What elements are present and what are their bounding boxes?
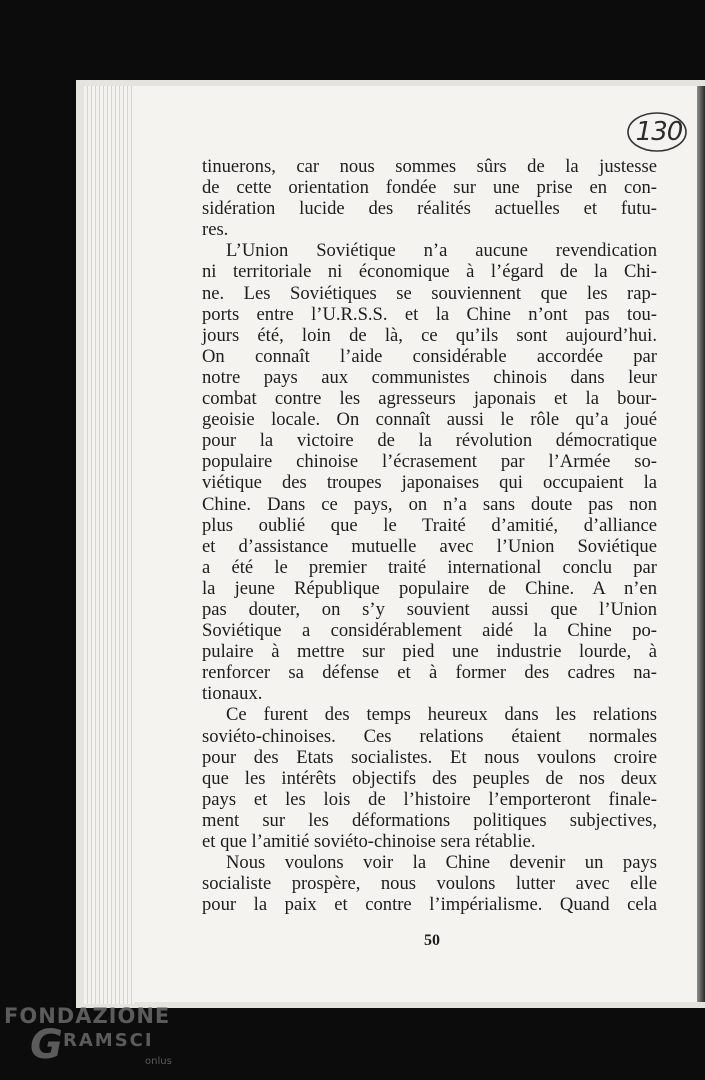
text-line: jours été, loin de là, ce qu’ils sont aujourd’hui. [202, 324, 657, 346]
text-line: pour des Etats socialistes. Et nous voulons croire [202, 746, 657, 768]
page-number: 50 [424, 932, 440, 949]
text-line: la jeune République populaire de Chine. A n’en [202, 577, 657, 599]
fondazione-gramsci-logo [0, 1004, 200, 1080]
text-line: tinuerons, car nous sommes sûrs de la justesse [202, 156, 657, 177]
text-line: notre pays aux communistes chinois dans leur [202, 366, 657, 388]
text-line: ni territoriale ni économique à l’égard de la Chi- [202, 261, 657, 283]
text-line: combat contre les agresseurs japonais et la bour- [202, 388, 657, 410]
text-line: et que l’amitié soviéto-chinoise sera rétablie. [202, 831, 536, 852]
text-line: pas douter, on s’y souvient aussi que l’Union [202, 598, 657, 620]
text-line: ment sur les déformations politiques subjectives, [202, 809, 657, 831]
folio-number-text: 130 [635, 117, 683, 147]
text-line: a été le premier traité international conclu par [202, 556, 657, 578]
text-line: Chine. Dans ce pays, on n’a sans doute pas non [202, 493, 657, 515]
text-line: res. [202, 219, 229, 241]
text-line: ports entre l’U.R.S.S. et la Chine n’ont pas tou- [202, 303, 657, 325]
text-line: ne. Les Soviétiques se souviennent que les rap- [202, 282, 657, 304]
text-line: pays et les lois de l’histoire l’emporteront finale- [202, 788, 657, 810]
text-line: tionaux. [202, 683, 263, 705]
text-line: Ce furent des temps heureux dans les relations [226, 704, 657, 726]
text-line: Nous voulons voir la Chine devenir un pays [226, 852, 657, 874]
handwritten-folio-number [626, 110, 688, 154]
text-line: pour la victoire de la révolution démocratique [202, 430, 657, 452]
body-text [202, 156, 657, 915]
text-line: populaire chinoise l’écrasement par l’Armée so- [202, 451, 657, 473]
text-line: sidération lucide des réalités actuelles et futu- [202, 198, 657, 220]
page-spine [697, 86, 705, 1002]
logo-g-letter: G [30, 1022, 63, 1068]
text-line: de cette orientation fondée sur une prise en con- [202, 177, 657, 199]
logo-text-fondazione: FONDAZIONE [4, 1004, 171, 1028]
text-line: pulaire à mettre sur pied une industrie lourde, à [202, 641, 657, 663]
text-line: socialiste prospère, nous voulons lutter avec elle [202, 873, 657, 895]
text-line: Soviétique a considérablement aidé la Chine po- [202, 620, 657, 642]
text-line: renforcer sa défense et à former des cadres na- [202, 662, 657, 684]
text-line: geoisie locale. On connaît aussi le rôle qu’a joué [202, 409, 657, 431]
text-line: plus oublié que le Traité d’amitié, d’alliance [202, 514, 657, 536]
logo-text-gramsci: RAMSCI [63, 1030, 154, 1051]
logo-text-onlus: onlus [145, 1056, 172, 1067]
text-line: et d’assistance mutuelle avec l’Union Soviétique [202, 535, 657, 557]
text-line: viétique des troupes japonaises qui occupaient la [202, 472, 657, 494]
text-line: soviéto-chinoises. Ces relations étaient normales [202, 725, 657, 747]
page-edges [84, 86, 134, 1004]
text-line: pour la paix et contre l’impérialisme. Quand cela [202, 894, 657, 916]
text-line: On connaît l’aide considérable accordée par [202, 345, 657, 367]
text-line: que les intérêts objectifs des peuples de nos deux [202, 767, 657, 789]
text-line: L’Union Soviétique n’a aucune revendication [226, 240, 657, 262]
